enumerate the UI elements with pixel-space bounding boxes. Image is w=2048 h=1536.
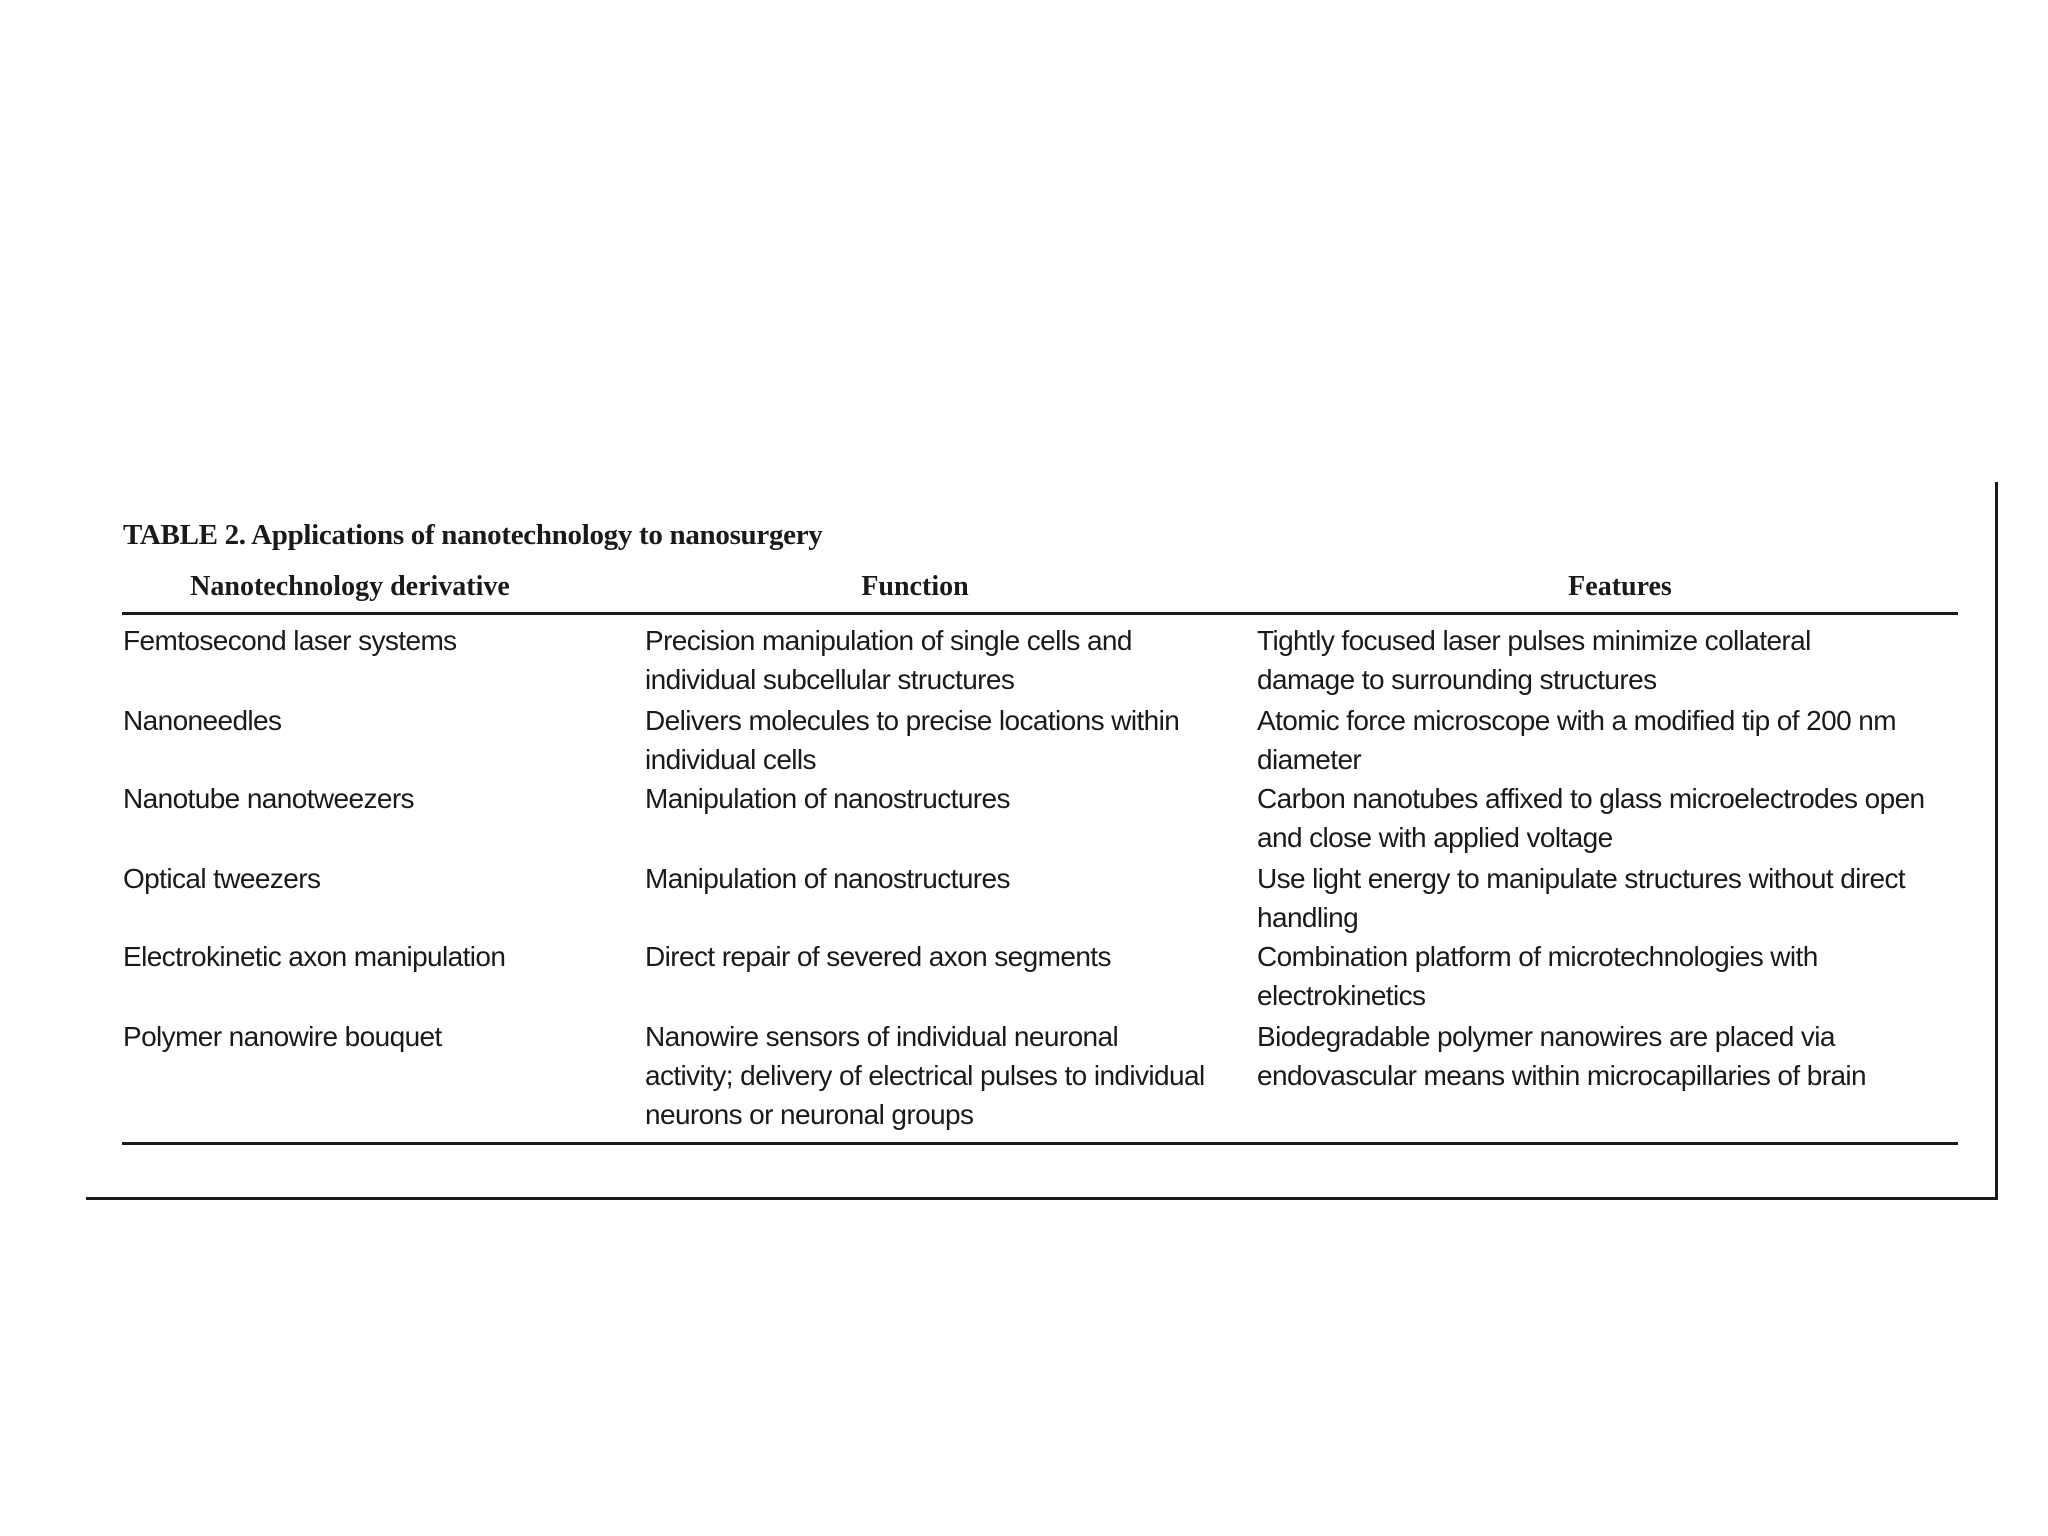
row-4-function: Manipulation of nanostructures bbox=[645, 863, 1010, 894]
row-5-function: Direct repair of severed axon segments bbox=[645, 941, 1111, 972]
row-4-features: Use light energy to manipulate structures without direct handling bbox=[1257, 863, 1906, 933]
row-2-function: Delivers molecules to precise locations within individual cells bbox=[645, 705, 1180, 775]
header-rule bbox=[122, 612, 1958, 615]
row-2-features: Atomic force microscope with a modified tip of 200 nm diameter bbox=[1257, 705, 1896, 775]
row-3-features: Carbon nanotubes affixed to glass microelectrodes open and close with applied voltage bbox=[1257, 783, 1925, 853]
frame-bottom-border bbox=[86, 1197, 1998, 1200]
row-1-features: Tightly focused laser pulses minimize collateral damage to surrounding structures bbox=[1257, 625, 1811, 695]
row-3-derivative: Nanotube nanotweezers bbox=[123, 783, 414, 814]
table-bottom-rule bbox=[122, 1142, 1958, 1145]
row-5-derivative: Electrokinetic axon manipulation bbox=[123, 941, 506, 972]
header-nanotechnology-derivative: Nanotechnology derivative bbox=[190, 571, 510, 602]
row-5-features: Combination platform of microtechnologies with electrokinetics bbox=[1257, 941, 1818, 1011]
row-2-derivative: Nanoneedles bbox=[123, 705, 282, 736]
row-1-function: Precision manipulation of single cells and individual subcellular structures bbox=[645, 625, 1132, 695]
row-6-derivative: Polymer nanowire bouquet bbox=[123, 1021, 442, 1052]
header-features: Features bbox=[1568, 571, 1672, 602]
header-function: Function bbox=[861, 571, 969, 602]
frame-right-border bbox=[1995, 482, 1998, 1200]
row-4-derivative: Optical tweezers bbox=[123, 863, 321, 894]
row-3-function: Manipulation of nanostructures bbox=[645, 783, 1010, 814]
table-title: TABLE 2. Applications of nanotechnology to nanosurgery bbox=[123, 519, 823, 551]
row-6-features: Biodegradable polymer nanowires are placed via endovascular means within microcapillaries of brain bbox=[1257, 1021, 1867, 1091]
row-6-function: Nanowire sensors of individual neuronal activity; delivery of electrical pulses to individual neurons or neuronal groups bbox=[645, 1021, 1205, 1130]
row-1-derivative: Femtosecond laser systems bbox=[123, 625, 457, 656]
